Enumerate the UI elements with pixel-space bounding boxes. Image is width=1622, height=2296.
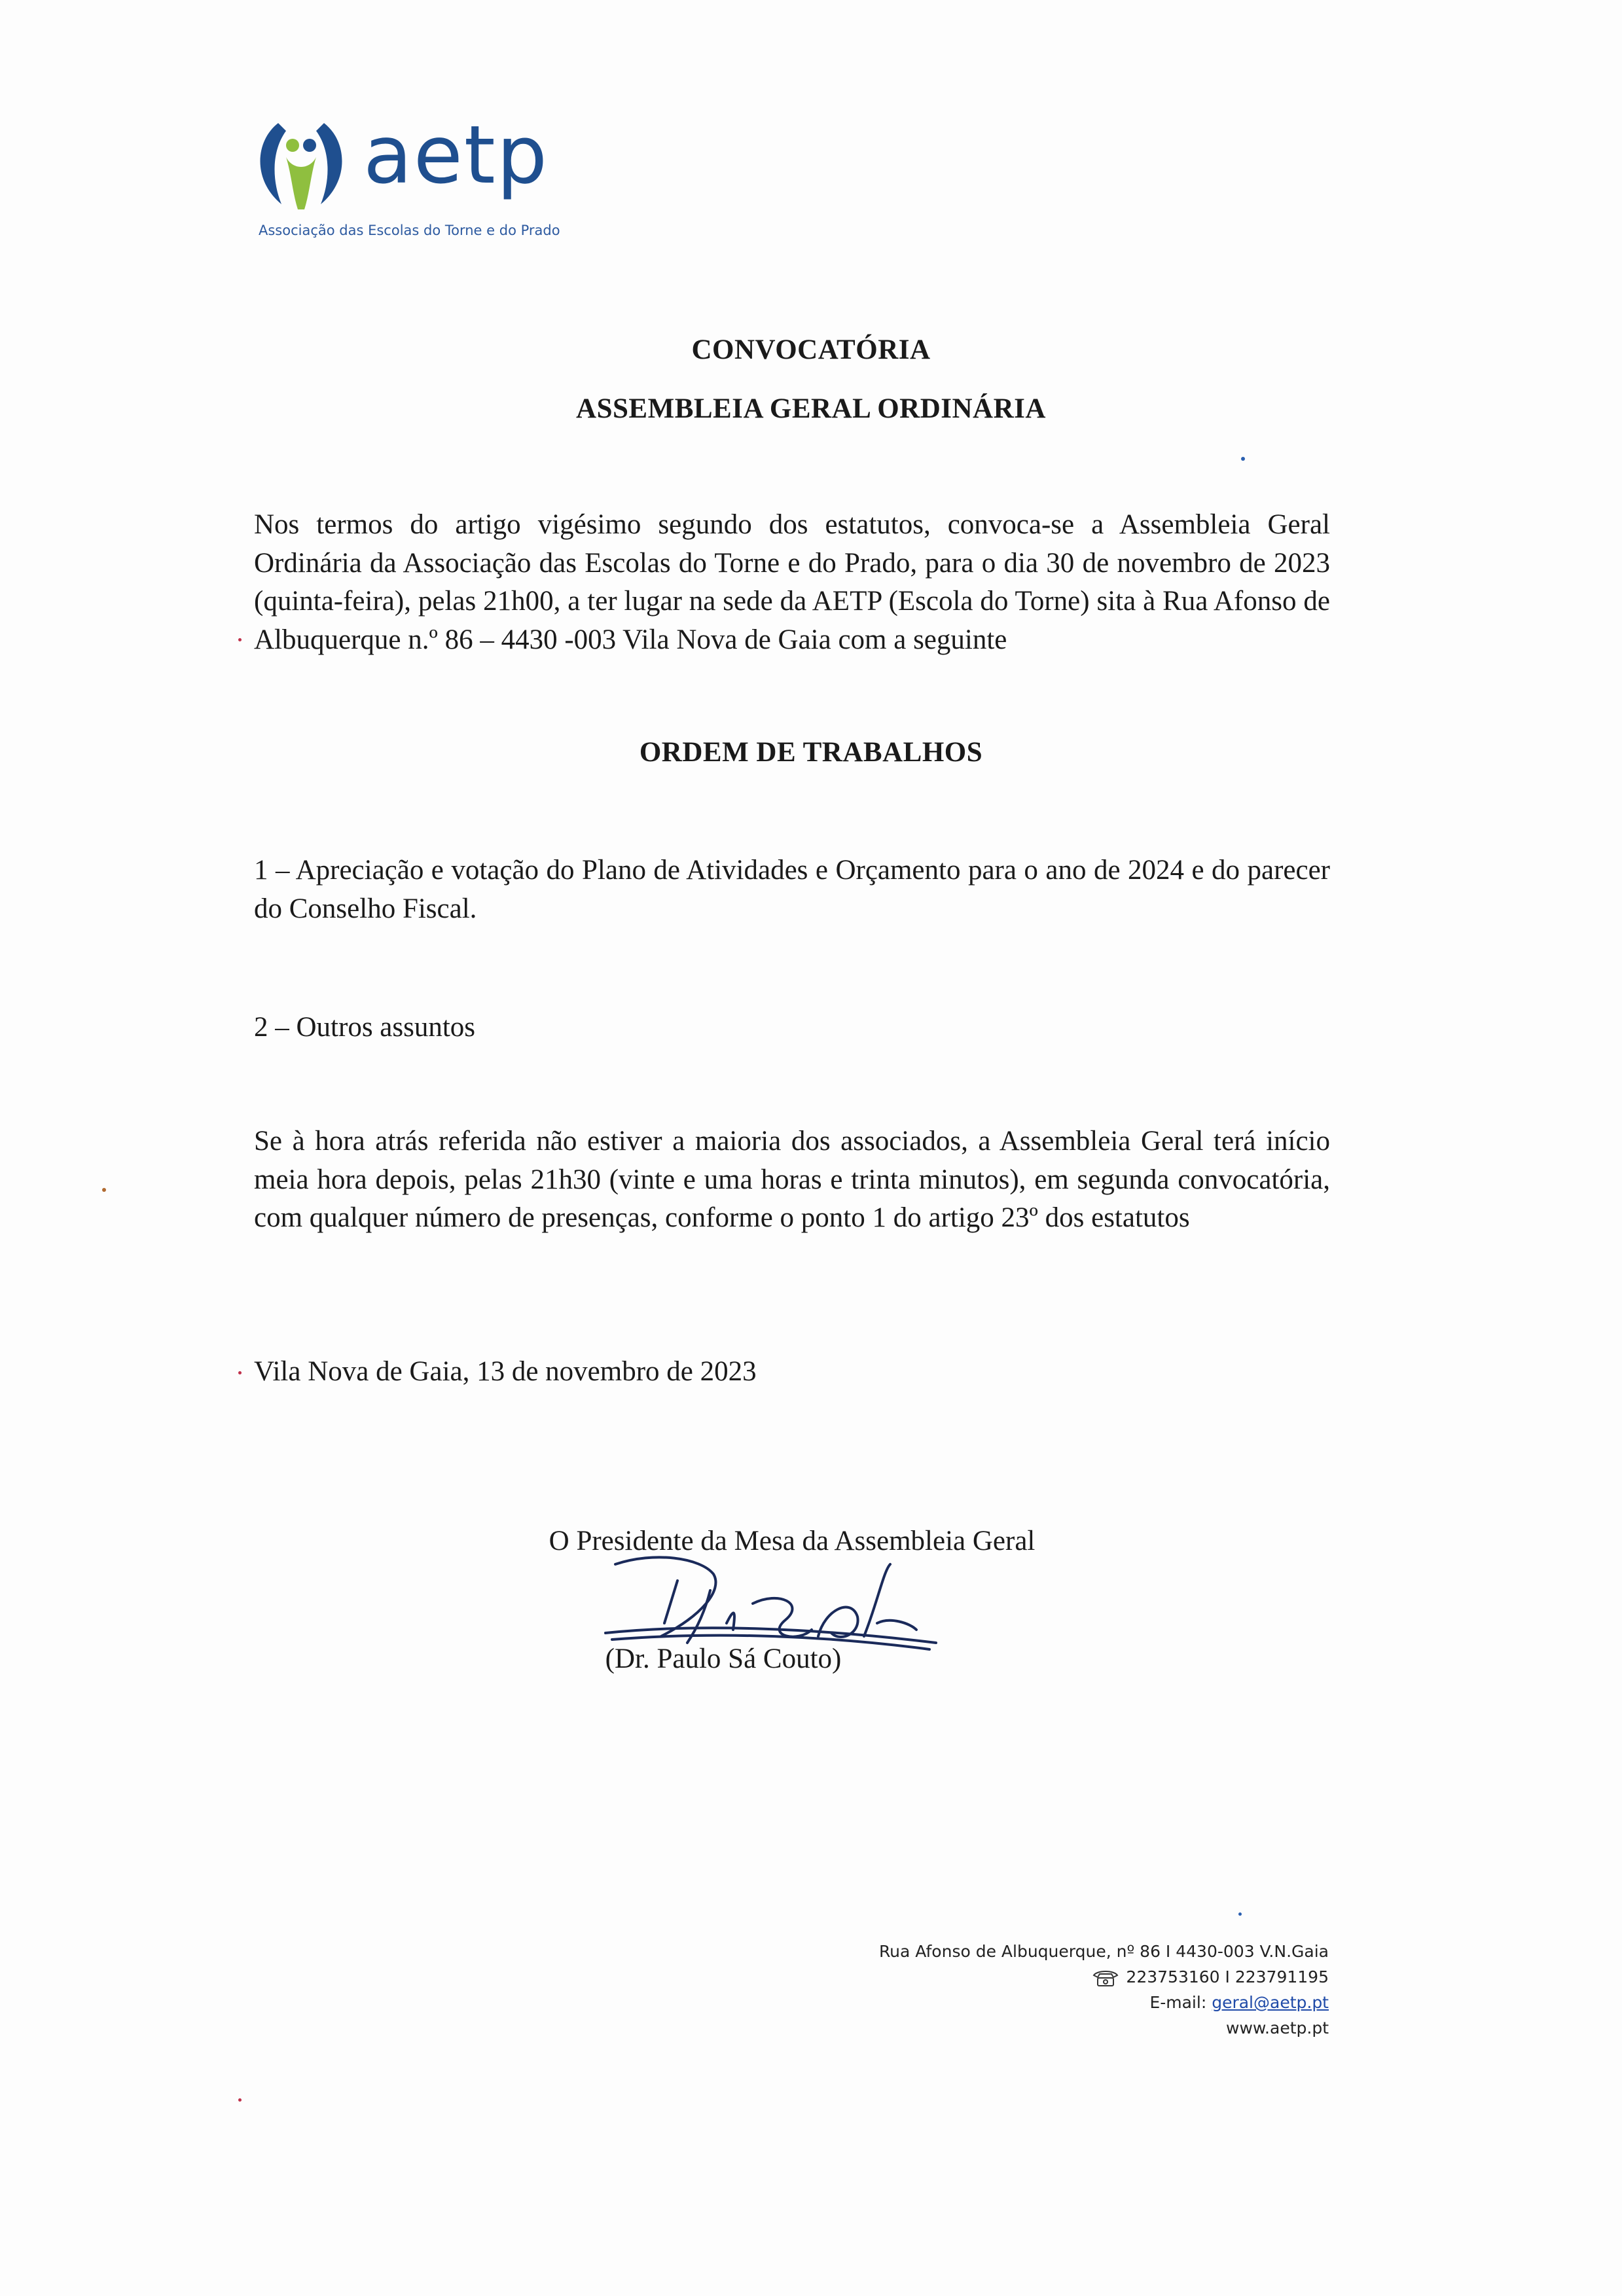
footer-email-label: E-mail: [1149, 1993, 1212, 2012]
agenda-item-2: 2 – Outros assuntos [254, 1012, 476, 1043]
intro-paragraph: Nos termos do artigo vigésimo segundo dos estatutos, convoca-se a Assembleia Geral Ordinária da Associação das Escolas do Torne e do Prado, para o dia 30 de novembro de 2023 (quinta-feira), pelas 21h00, a ter lugar na sede da AETP (Escola do Torne) sita à Rua Afonso de Albuquerque n.º 86 – 4430 -003 Vila Nova de Gaia com a seguinte [254, 509, 1330, 655]
scan-speck [238, 2098, 242, 2102]
footer-phones: 223753160 I 223791195 [1126, 1967, 1329, 1986]
contact-footer [879, 1939, 1329, 2041]
aetp-logo-mark-icon [252, 111, 350, 216]
footer-address: Rua Afonso de Albuquerque, nº 86 I 4430-003 V.N.Gaia [878, 1942, 1329, 1961]
agenda-item-1: 1 – Apreciação e votação do Plano de Atividades e Orçamento para o ano de 2024 e do parecer do Conselho Fiscal. [254, 855, 1330, 924]
notice-paragraph: Se à hora atrás referida não estiver a maioria dos associados, a Assembleia Geral terá início meia hora depois, pelas 21h30 (vinte e uma horas e trinta minutos), em segunda convocatória, com qualquer número de presenças, conforme o ponto 1 do artigo 23º dos estatutos [254, 1126, 1330, 1233]
scan-speck [102, 1188, 106, 1192]
signatory-name: (Dr. Paulo Sá Couto) [605, 1643, 842, 1674]
footer-phones-row [879, 1964, 1329, 1990]
document-title: CONVOCATÓRIA [691, 334, 931, 365]
document-subtitle: ASSEMBLEIA GERAL ORDINÁRIA [576, 393, 1046, 424]
logo-wordmark: aetp [363, 109, 549, 202]
agenda-title: ORDEM DE TRABALHOS [639, 737, 983, 768]
footer-website[interactable]: www.aetp.pt [1226, 2018, 1329, 2037]
logo-subtitle: Associação das Escolas do Torne e do Prado [259, 223, 560, 238]
scan-speck [238, 638, 242, 641]
footer-email-link[interactable]: geral@aetp.pt [1212, 1993, 1329, 2012]
scan-speck [1241, 457, 1245, 461]
place-date: Vila Nova de Gaia, 13 de novembro de 2023 [254, 1356, 757, 1387]
signatory-role: O Presidente da Mesa da Assembleia Geral [549, 1526, 1036, 1556]
telephone-icon [1092, 1969, 1119, 1987]
aetp-logo [252, 111, 619, 249]
scan-speck [238, 1371, 242, 1374]
footer-email-row [879, 1990, 1329, 2015]
scan-speck [1238, 1912, 1242, 1916]
